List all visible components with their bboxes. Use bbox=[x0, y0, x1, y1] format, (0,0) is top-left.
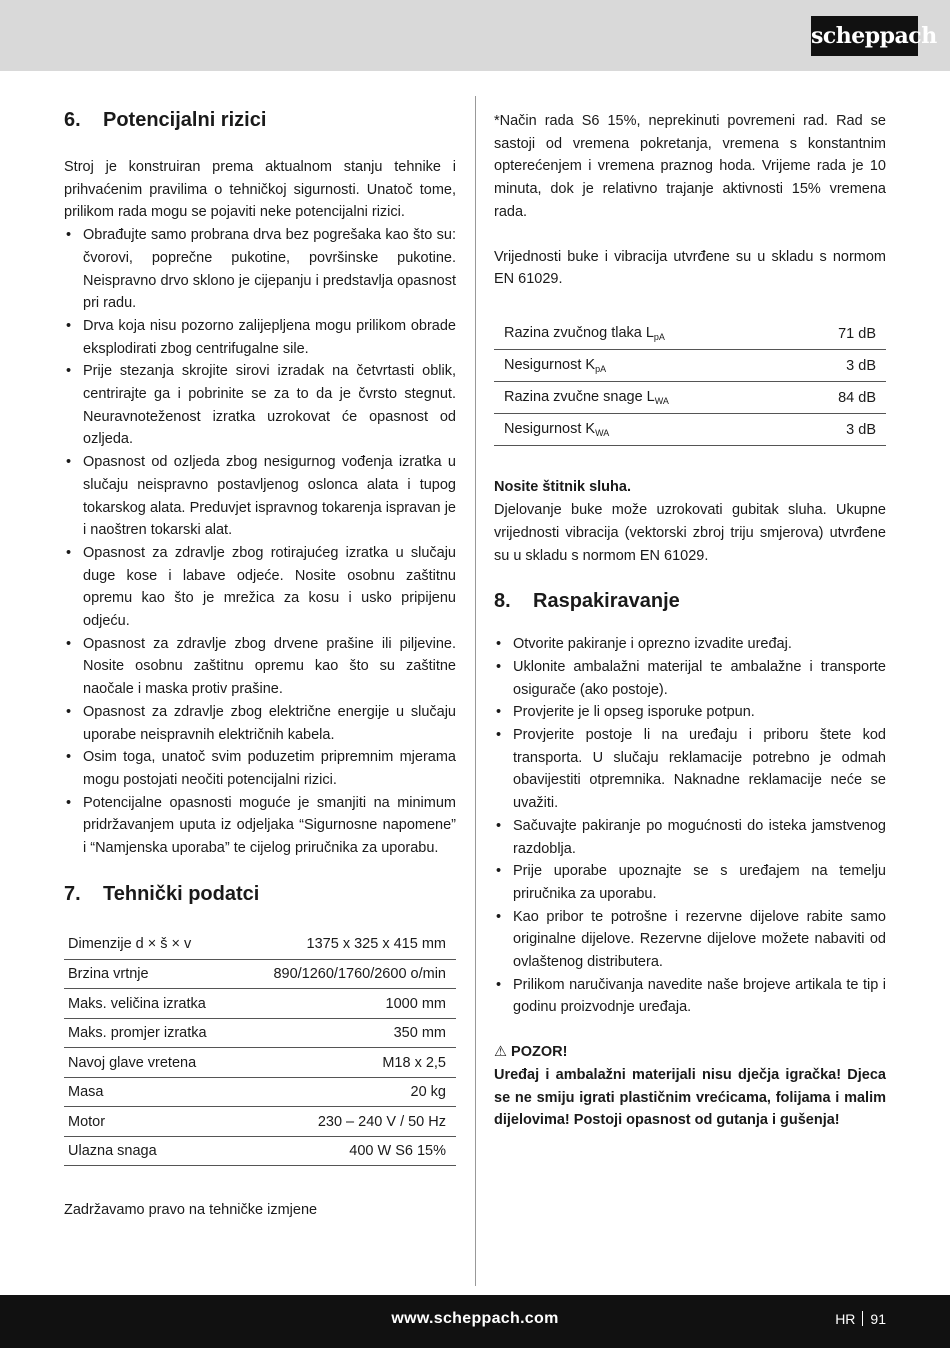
table-row bbox=[494, 350, 886, 382]
warning-triangle-icon: ⚠ bbox=[494, 1044, 507, 1061]
noise-value: 71 dB bbox=[802, 318, 886, 350]
spec-label: Maks. veličina izratka bbox=[64, 989, 236, 1019]
list-item: • Potencijalne opasnosti moguće je smanjiti na minimum pridržavanjem uputa iz odjeljaka “Sigurnosne napomene” i “Namjenska uporaba” te cijelog priručnika za uporabu. bbox=[64, 792, 456, 860]
list-item: • Opasnost za zdravlje zbog rotirajućeg izratka u slučaju duge kose i labave odjeće. Nosite osobnu zaštitnu opremu kao što je mrežica za kosu i usko pripijenu odjeću. bbox=[64, 542, 456, 633]
section-number: 7. bbox=[64, 882, 81, 905]
list-item: • Prije uporabe upoznajte se s uređajem na temelju priručnika za uporabu. bbox=[494, 860, 886, 905]
spec-label: Motor bbox=[64, 1107, 236, 1137]
list-item: • Otvorite pakiranje i oprezno izvadite uređaj. bbox=[494, 633, 886, 656]
list-item: • Prilikom naručivanja navedite naše brojeve artikala te tip i godinu proizvodnje uređaja. bbox=[494, 974, 886, 1019]
risk-list bbox=[64, 224, 456, 860]
noise-label: Razina zvučnog tlaka $L_{pA}$ bbox=[494, 318, 802, 350]
list-item: • Uklonite ambalažni materijal te ambalažne i transporte osigurače (ako postoje). bbox=[494, 656, 886, 701]
spec-label: Maks. promjer izratka bbox=[64, 1018, 236, 1048]
noise-value: 84 dB bbox=[802, 382, 886, 414]
table-row bbox=[494, 414, 886, 446]
section-number: 8. bbox=[494, 590, 511, 613]
list-item: • Drva koja nisu pozorno zalijepljena mogu prilikom obrade eksplodirati zbog centrifugalne sile. bbox=[64, 315, 456, 360]
hearing-protection-text: Djelovanje buke može uzrokovati gubitak sluha. Ukupne vrijednosti vibracija (vektorski zbroj triju smjerova) utvrđene su u skladu s normom EN 61029. bbox=[494, 502, 886, 564]
spec-value: 1000 mm bbox=[236, 989, 456, 1019]
spec-label: Dimenzije d × š × v bbox=[64, 930, 236, 960]
list-item: • Prije stezanja skrojite sirovi izradak na četvrtasti oblik, centrirajte ga i pobrinite se za to da je čvrsto stegnut. Neuravnoteženost izratka uzrokovat će opasnost od ozljeda. bbox=[64, 360, 456, 451]
page-number: 91 bbox=[870, 1311, 886, 1327]
list-item: • Opasnost od ozljeda zbog nesigurnog vođenja izratka u slučaju neispravno postavljenog oslonca alata i tupog tokarskog alata. Preduvjet ispravnog tokarenja ispravan je i naoštren tokarski alat. bbox=[64, 451, 456, 542]
table-row bbox=[64, 1018, 456, 1048]
separator bbox=[862, 1311, 863, 1326]
table-row bbox=[64, 959, 456, 989]
column-divider bbox=[475, 96, 476, 1286]
list-item: • Obrađujte samo probrana drva bez pogrešaka kao što su: čvorovi, poprečne pukotine, površinske pukotine. Neispravno drvo sklono je cijepanju i predstavlja opasnost pri radu. bbox=[64, 224, 456, 315]
spec-value: M18 x 2,5 bbox=[236, 1048, 456, 1078]
risk-intro: Stroj je konstruiran prema aktualnom stanju tehnike i prihvaćenim pravilima o tehničkoj sigurnosti. Unatoč tome, prilikom rada mogu se pojaviti neke potencijalni rizici. bbox=[64, 159, 456, 221]
list-item: • Opasnost za zdravlje zbog drvene prašine ili piljevine. Nosite osobnu zaštitnu opremu kao što su zaštitne naočale i maska protiv prašine. bbox=[64, 633, 456, 701]
spec-label: Ulazna snaga bbox=[64, 1136, 236, 1166]
table-row bbox=[494, 318, 886, 350]
noise-table bbox=[494, 318, 886, 447]
language-code: HR bbox=[835, 1311, 856, 1327]
warning-heading bbox=[494, 1041, 886, 1064]
section-title: Raspakiravanje bbox=[533, 590, 680, 613]
table-row bbox=[64, 989, 456, 1019]
spec-label: Navoj glave vretena bbox=[64, 1048, 236, 1078]
noise-value: 3 dB bbox=[802, 414, 886, 446]
noise-label: Nesigurnost $K_{pA}$ bbox=[494, 350, 802, 382]
section-6-heading bbox=[64, 108, 456, 132]
list-item: • Provjerite postoje li na uređaju i priboru štete kod transporta. U slučaju reklamacije potrebno je odmah obavijestiti otpremnika. Naknadne reklamacije neće se uvažiti. bbox=[494, 724, 886, 815]
table-row bbox=[64, 1077, 456, 1107]
spec-value: 1375 x 325 x 415 mm bbox=[236, 930, 456, 960]
spec-value: 890/1260/1760/2600 o/min bbox=[236, 959, 456, 989]
noise-value: 3 dB bbox=[802, 350, 886, 382]
table-row bbox=[494, 382, 886, 414]
noise-label: Razina zvučne snage $L_{WA}$ bbox=[494, 382, 802, 414]
left-column bbox=[64, 108, 456, 1222]
section-7-heading bbox=[64, 882, 456, 906]
spec-value: 400 W S6 15% bbox=[236, 1136, 456, 1166]
list-item: • Opasnost za zdravlje zbog električne energije u slučaju uporabe neispravnih električnih kabela. bbox=[64, 701, 456, 746]
list-item: • Osim toga, unatoč svim poduzetim pripremnim mjerama mogu postojati neočiti potencijalni rizici. bbox=[64, 746, 456, 791]
table-row bbox=[64, 1048, 456, 1078]
right-column bbox=[494, 108, 886, 1132]
warning-text: Uređaj i ambalažni materijali nisu dječja igračka! Djeca se ne smiju igrati plastičnim vrećicama, folijama i malim dijelovima! Postoji opasnost od gutanja i gušenja! bbox=[494, 1066, 886, 1129]
section-title: Potencijalni rizici bbox=[103, 109, 267, 131]
footer-website[interactable]: www.scheppach.com bbox=[391, 1310, 559, 1327]
unpacking-list bbox=[494, 633, 886, 1019]
operating-mode-note: *Način rada S6 15%, neprekinuti povremeni rad. Rad se sastoji od vremena pokretanja, vremena s konstantnim opterećenjem i vremena praznog hoda. Vrijeme rada je 10 minuta, dok je relativno trajanje aktivnosti 15% vremena rada. bbox=[494, 113, 886, 220]
spec-value: 20 kg bbox=[236, 1077, 456, 1107]
list-item: • Sačuvajte pakiranje po mogućnosti do isteka jamstvenog razdoblja. bbox=[494, 815, 886, 860]
warning-label: POZOR! bbox=[511, 1044, 568, 1061]
hearing-protection-title: Nosite štitnik sluha. bbox=[494, 479, 631, 496]
table-row bbox=[64, 1107, 456, 1137]
spec-value: 350 mm bbox=[236, 1018, 456, 1048]
technical-changes-note: Zadržavamo pravo na tehničke izmjene bbox=[64, 1202, 318, 1219]
spec-label: Masa bbox=[64, 1077, 236, 1107]
list-item: • Provjerite je li opseg isporuke potpun. bbox=[494, 701, 886, 724]
table-row bbox=[64, 1136, 456, 1166]
footer-band bbox=[0, 1295, 950, 1348]
noise-label: Nesigurnost $K_{WA}$ bbox=[494, 414, 802, 446]
section-title: Tehnički podatci bbox=[103, 882, 260, 905]
noise-intro: Vrijednosti buke i vibracija utvrđene su u skladu s normom EN 61029. bbox=[494, 248, 886, 288]
header-band bbox=[0, 0, 950, 71]
list-item: • Kao pribor te potrošne i rezervne dijelove rabite samo originalne dijelove. Rezervne dijelove možete nabaviti od ovlaštenog distributera. bbox=[494, 906, 886, 974]
spec-value: 230 – 240 V / 50 Hz bbox=[236, 1107, 456, 1137]
section-number: 6. bbox=[64, 109, 81, 131]
brand-logo: scheppach bbox=[811, 16, 918, 56]
spec-table bbox=[64, 930, 456, 1167]
footer-page-number bbox=[835, 1311, 886, 1327]
warning-block bbox=[494, 1041, 886, 1132]
section-8-heading bbox=[494, 589, 886, 613]
table-row bbox=[64, 930, 456, 960]
spec-label: Brzina vrtnje bbox=[64, 959, 236, 989]
